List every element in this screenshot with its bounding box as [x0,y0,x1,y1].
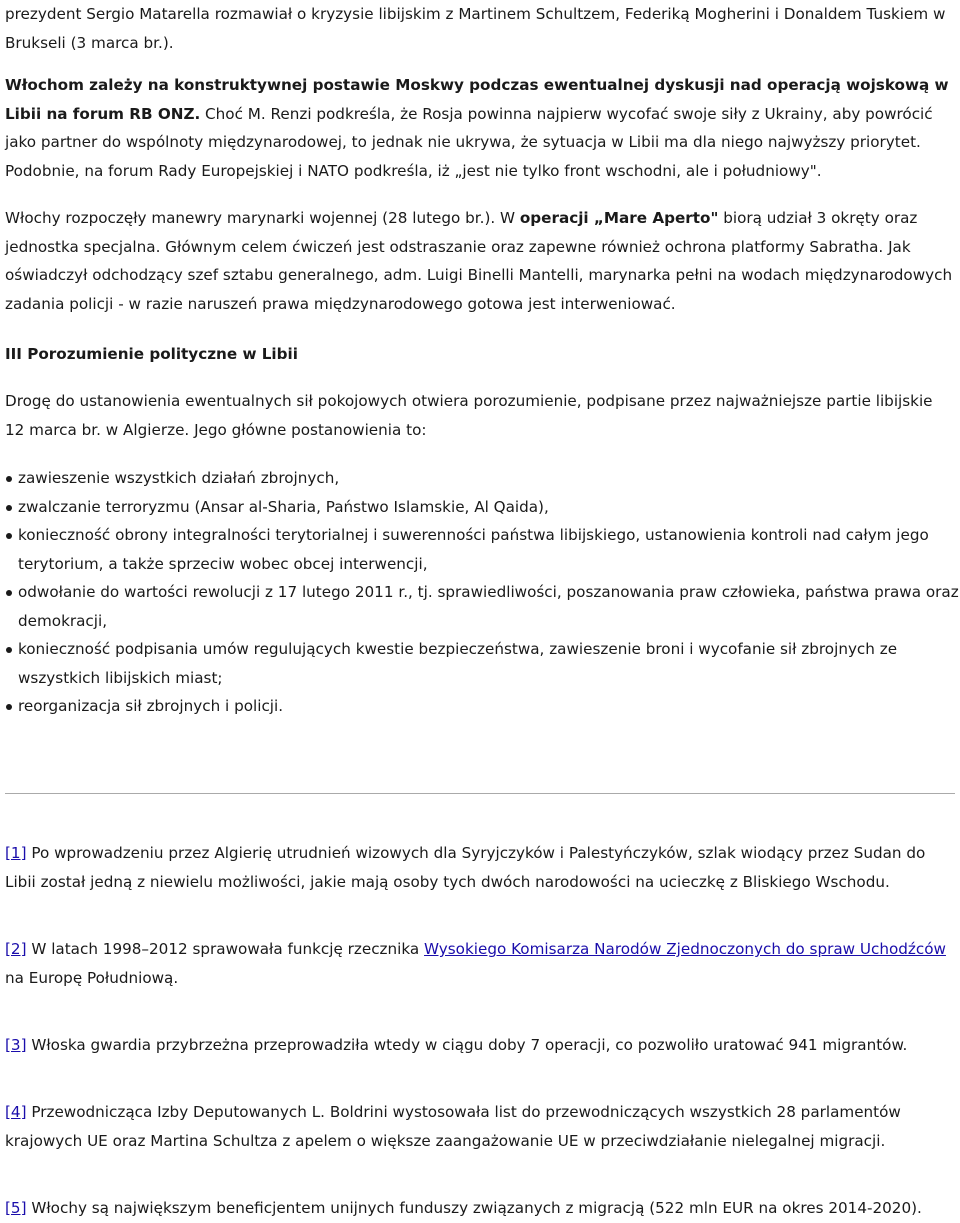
footnote-3-ref-link[interactable]: [3] [5,1036,27,1054]
footnote-4-text: Przewodnicząca Izby Deputowanych L. Boldrini wystosowała list do przewodniczących wszystkich 28 parlamentów krajowych UE oraz Martina Schultza z apelem o większe zaangażowanie UE w przeciwdziałanie nielegalnej migracji. [5,1103,901,1150]
footnote-1-ref-link[interactable]: [1] [5,844,27,862]
footnote-2-text-before: W latach 1998–2012 sprawowała funkcję rzecznika [26,940,425,958]
section-heading: III Porozumienie polityczne w Libii [5,345,298,363]
footnote-2 [5,935,955,992]
footnote-5-ref-link[interactable]: [5] [5,1199,27,1217]
italy-bold-lead: Włochom zależy na konstruktywnej postawie Moskwy podczas ewentualnej dyskusji nad operacją wojskową w Libii na forum RB ONZ. [5,76,949,123]
footnote-4 [5,1098,955,1155]
footnote-3-text: Włoska gwardia przybrzeżna przeprowadziła wtedy w ciągu doby 7 operacji, co pozwoliło uratować 941 migrantów. [26,1036,908,1054]
italy-body-text: Choć M. Renzi podkreśla, że Rosja powinna najpierw wycofać swoje siły z Ukrainy, aby powrócić jako partner do wspólnoty międzynarodowej, to jednak nie ukrywa, że sytuacja w Libii ma dla niego najwyższy priorytet. Podobnie, na forum Rady Europejskiej i NATO podkreśla, iż „jest nie tylko front wschodni, ale i południowy". [5,104,933,180]
agreement-paragraph [5,387,955,444]
list-item: zwalczanie terroryzmu (Ansar al-Sharia, Państwo Islamskie, Al Qaida), [18,493,960,522]
list-item: zawieszenie wszystkich działań zbrojnych, [18,464,960,493]
agreement-text: Drogę do ustanowienia ewentualnych sił pokojowych otwiera porozumienie, podpisane przez najważniejsze partie libijskie 12 marca br. w Algierze. Jego główne postanowienia to: [5,392,933,439]
footnote-5 [5,1194,955,1223]
naval-exercise-paragraph [5,204,955,318]
footnote-2-text-after: na Europę Południową. [5,968,179,987]
footnote-3 [5,1031,955,1060]
footnote-5-text: Włochy są największym beneficjentem unijnych funduszy związanych z migracją (522 mln EUR na okres 2014-2020). [26,1199,922,1217]
exercise-operation-name: operacji „Mare Aperto" [519,209,719,227]
italy-russia-paragraph [5,71,955,185]
provisions-list [5,464,960,721]
unhcr-link[interactable]: Wysokiego Komisarza Narodów Zjednoczonych do spraw Uchodźców [424,940,946,958]
intro-paragraph [5,0,955,57]
footnote-4-ref-link[interactable]: [4] [5,1103,27,1121]
intro-text: prezydent Sergio Matarella rozmawiał o kryzysie libijskim z Martinem Schultzem, Federiką Mogherini i Donaldem Tuskiem w Brukseli (3 marca br.). [5,5,946,52]
list-item: odwołanie do wartości rewolucji z 17 lutego 2011 r., tj. sprawiedliwości, poszanowania praw człowieka, państwa prawa oraz demokracji, [18,578,960,635]
exercise-text-before: Włochy rozpoczęły manewry marynarki wojennej (28 lutego br.). W [5,209,520,227]
exercise-text-after: biorą udział 3 okręty oraz jednostka specjalna. Głównym celem ćwiczeń jest odstraszanie oraz zapewne również ochrona platformy Sabratha. Jak oświadczył odchodzący szef sztabu generalnego, adm. Luigi Binelli Mantelli, marynarka pełni na wodach międzynarodowych zadania policji - w razie naruszeń prawa międzynarodowego gotowa jest interweniować. [5,209,953,313]
list-item: konieczność podpisania umów regulujących kwestie bezpieczeństwa, zawieszenie broni i wycofanie sił zbrojnych ze wszystkich libijskich miast; [18,635,960,692]
footnote-1-text: Po wprowadzeniu przez Algierię utrudnień wizowych dla Syryjczyków i Palestyńczyków, szlak wiodący przez Sudan do Libii został jedną z niewielu możliwości, jakie mają osoby tych dwóch narodowości na ucieczkę z Bliskiego Wschodu. [5,844,926,891]
footnote-2-ref-link[interactable]: [2] [5,940,27,958]
list-item: konieczność obrony integralności terytorialnej i suwerenności państwa libijskiego, ustanowienia kontroli nad całym jego terytorium, a także sprzeciw wobec obcej interwencji, [18,521,960,578]
list-item: reorganizacja sił zbrojnych i policji. [18,692,960,721]
footnote-1 [5,839,955,896]
footnotes-divider [5,793,955,794]
